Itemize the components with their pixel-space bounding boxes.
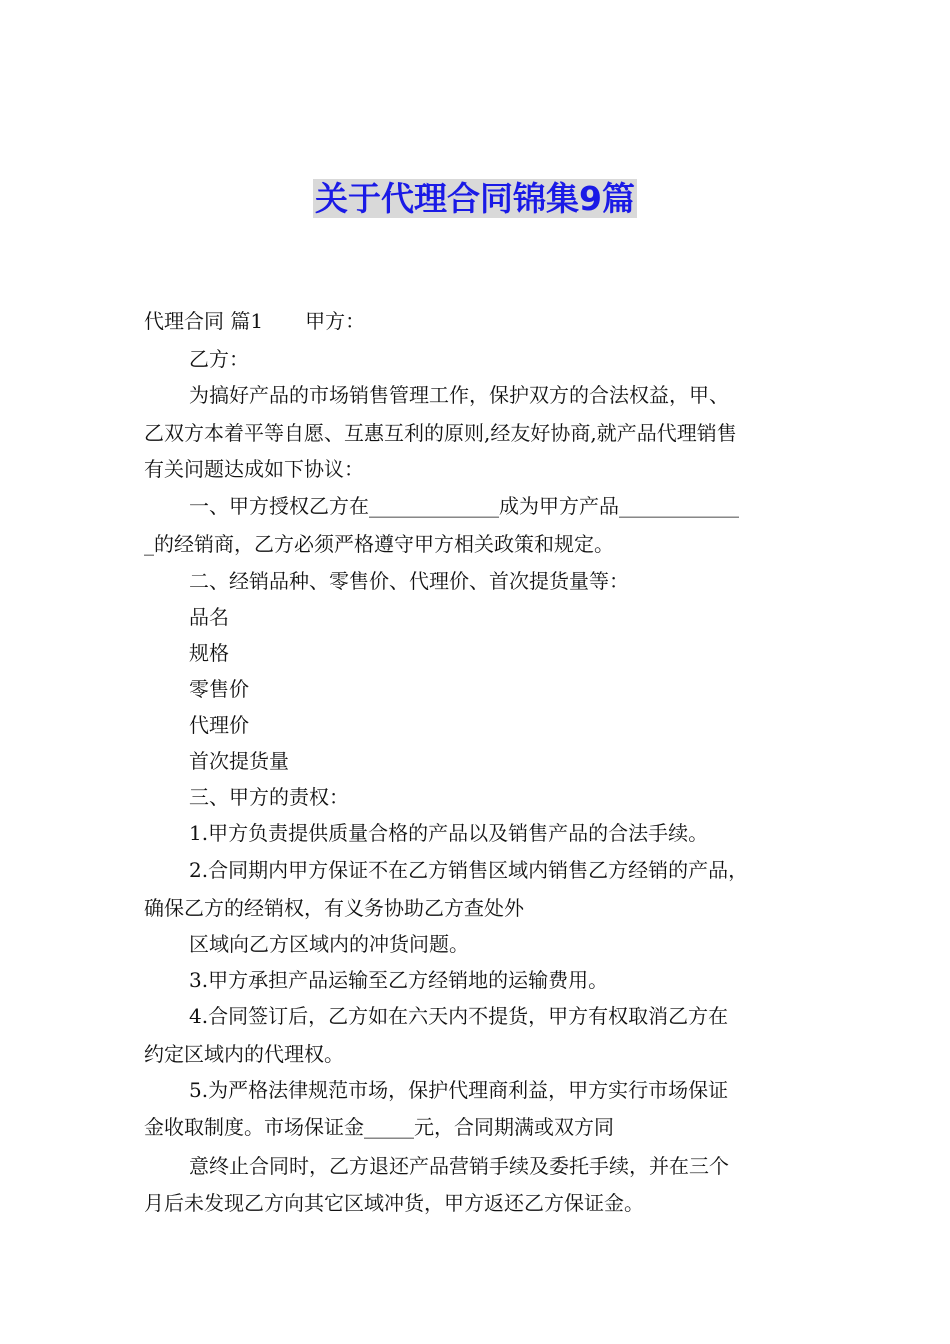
party-b-label: 乙方： (189, 347, 249, 371)
section-title: 代理合同 篇1 (144, 309, 264, 333)
clause-line: 二、经销品种、零售价、代理价、首次提货量等： (189, 569, 629, 593)
list-item: 规格 (189, 641, 229, 665)
party-a-label: 甲方： (305, 309, 366, 333)
clause-line: 区域向乙方区域内的冲货问题。 (189, 932, 469, 956)
paragraph-line: 乙双方本着平等自愿、互惠互利的原则,经友好协商,就产品代理销售 (144, 421, 737, 445)
clause-line: 确保乙方的经销权，有义务协助乙方查处外 (144, 896, 524, 920)
clause-line: 一、甲方授权乙方在_____________成为甲方产品____________ (189, 494, 739, 518)
clause-line: 意终止合同时，乙方退还产品营销手续及委托手续，并在三个 (189, 1154, 729, 1178)
list-item: 零售价 (189, 677, 249, 701)
paragraph-line: 为搞好产品的市场销售管理工作，保护双方的合法权益，甲、 (189, 383, 729, 407)
clause-line: 金收取制度。市场保证金_____元，合同期满或双方同 (144, 1115, 614, 1139)
clause-line: 3.甲方承担产品运输至乙方经销地的运输费用。 (189, 968, 609, 992)
document-title (0, 174, 950, 224)
clause-line: 约定区域内的代理权。 (144, 1042, 344, 1066)
clause-line: 5.为严格法律规范市场，保护代理商利益，甲方实行市场保证 (189, 1078, 729, 1102)
clause-line: _的经销商，乙方必须严格遵守甲方相关政策和规定。 (144, 532, 614, 556)
list-item: 代理价 (189, 713, 249, 737)
clause-line: 4.合同签订后，乙方如在六天内不提货，甲方有权取消乙方在 (189, 1004, 729, 1028)
list-item: 首次提货量 (189, 749, 289, 773)
clause-line: 月后未发现乙方向其它区域冲货，甲方返还乙方保证金。 (144, 1191, 644, 1215)
paragraph-line: 有关问题达成如下协议： (144, 457, 364, 481)
document-title-text: 关于代理合同锦集9篇 (315, 179, 635, 218)
list-item: 品名 (189, 605, 229, 629)
section-heading (144, 307, 365, 335)
clause-line: 2.合同期内甲方保证不在乙方销售区域内销售乙方经销的产品， (189, 858, 749, 882)
clause-line: 1.甲方负责提供质量合格的产品以及销售产品的合法手续。 (189, 821, 709, 845)
clause-line: 三、甲方的责权： (189, 785, 349, 809)
